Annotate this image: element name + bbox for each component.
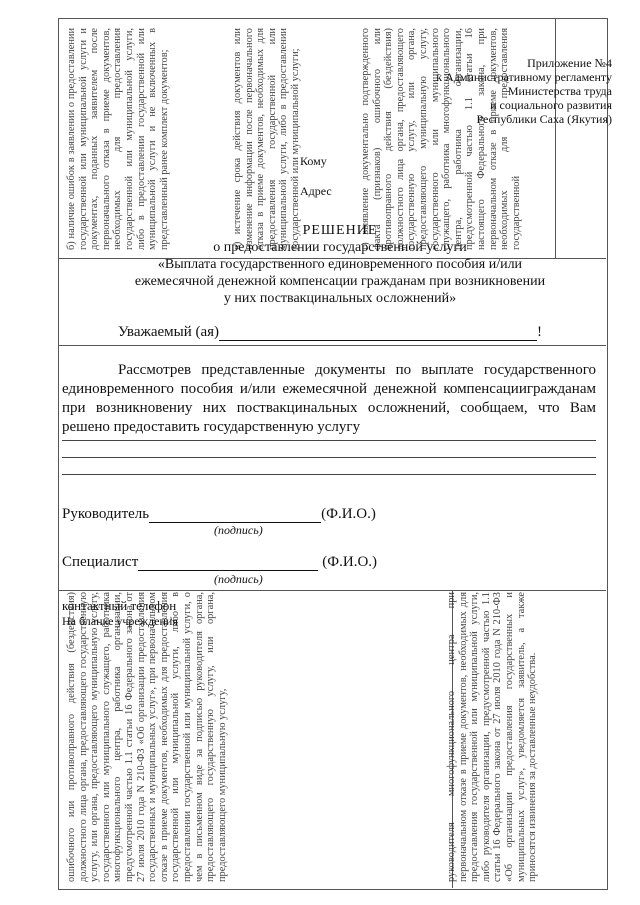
rotated-text-top-col1 [66,28,170,250]
rotated-paragraph: б) наличие ошибок в заявлении о предоставлении государственной или муниципальной услуги и документах, поданных заявителем после первоначального отказа в приеме документов, необходимых для предоставления государственной или муниципальной услуги, либо в предоставлении государственной или муниципальной услуги и не включенных в представленный ранее комплект документов; [66,28,170,250]
appendix-line: Республики Саха (Якутия) [476,112,612,126]
greeting-text: Уважаемый (ая) [118,324,220,340]
fill-line[interactable] [62,474,596,475]
contact-phone: контактный телефон [62,598,177,613]
appendix-header [402,56,612,126]
specialist-signature-caption: (подпись) [214,572,263,586]
fill-line[interactable] [62,440,596,441]
head-signature-caption: (подпись) [214,523,263,537]
specialist-signature-field[interactable] [138,556,318,571]
decision-subtitle: «Выплата государственного единовременного пособия и/или [157,257,523,272]
rotated-paragraph: ошибочного или противоправного действия (бездействия) должностного лица органа, предоставляющего государственную услугу, или органа, предоставляющего муниципальную услугу, государственного или муниципального служащего, работника многофункционального центра, работника организации, предусмотренной частью 1.1 статьи 16 Федерального закона от 27 июля 2010 года N 210-ФЗ «Об организации предоставления государственных и муниципальных услуг», при первоначальном отказе в приеме документов, необходимых для предоставления государственной или муниципальной услуги, либо в предоставлении государственной или муниципальной услуги, о чем в письменном виде за подписью руководителя органа, предоставляющего государственную услугу, или органа, предоставляющего муниципальную услугу, [66,592,228,882]
recipient-name-field[interactable] [219,326,537,341]
table-divider-bottom [58,590,606,591]
appendix-line: Министерства труда [507,84,612,98]
head-fio: (Ф.И.О.) [321,506,376,522]
specialist-label: Специалист [62,554,139,570]
appendix-line: к Административному регламенту [436,70,612,84]
appendix-line: и социального развития [490,98,612,112]
greeting-end: ! [537,324,543,340]
head-signature-row [62,505,462,523]
head-label: Руководитель [62,506,150,522]
rotated-paragraph: руководителя многофункционального центра при первоначальном отказе в приеме документов, необходимых для предоставления государственной или муниципальной услуги, либо руководителя организации, предусмотренной частью 1.1 статьи 16 Федерального закона от 27 июля 2010 года N 210-ФЗ «Об организации предоставления государственных и муниципальных услуг», уведомляется заявитель, а также приносятся извинения за доставленные неудобства. [446,592,539,882]
fill-line[interactable] [62,457,596,458]
decision-subtitle: ежемесячной денежной компенсации гражданам при возникновении [134,274,546,289]
rotated-paragraph: г) выявление документально подтвержденного факта (признаков) ошибочного или противоправного действия (бездействия) должностного лица органа, предоставляющего государственную услугу, или органа, предоставляющего муниципальную услугу, государственного или муниципального служащего, работника многофункционального центра, работника организации, предусмотренной частью 1.1 статьи 16 настоящего Федерального закона, при первоначальном отказе в приеме документов, необходимых для предоставления государственной [360,28,522,250]
rotated-text-top-col2 [232,28,302,250]
decision-title: РЕШЕНИЕ [302,223,378,238]
decision-title-block [80,222,600,307]
table-divider-mid [58,345,606,346]
specialist-signature-row [62,553,462,571]
head-signature-field[interactable] [149,508,321,523]
addressee-address: Адрес [300,184,332,198]
body-paragraph: Рассмотрев представленные документы по выплате государственного единовременного пособия и/или ежемесячной денежной компенсациигражданам при возникновениу них поствакцинальных осложнений, сообщаем, что Вам решено предоставить государственную услугу [62,362,596,435]
addressee-to: Кому [300,154,327,168]
greeting-line [118,323,558,341]
decision-subtitle: о предоставлении государственной услуги [213,240,467,255]
rotated-text-bottom-col2 [446,592,539,882]
rotated-paragraph: в) истечение срока действия документов или изменение информации после первоначального отказа в приеме документов, необходимых для предоставления государственной или муниципальной услуги, либо в предоставлении государственной или муниципальной услуги; [232,28,301,250]
rotated-text-bottom-col1 [66,592,228,882]
specialist-fio: (Ф.И.О.) [322,554,378,570]
blank-note: На бланке учреждения [62,614,178,628]
decision-subtitle: у них поствакцинальных осложнений» [223,291,457,306]
appendix-line: Приложение №4 [527,56,612,70]
